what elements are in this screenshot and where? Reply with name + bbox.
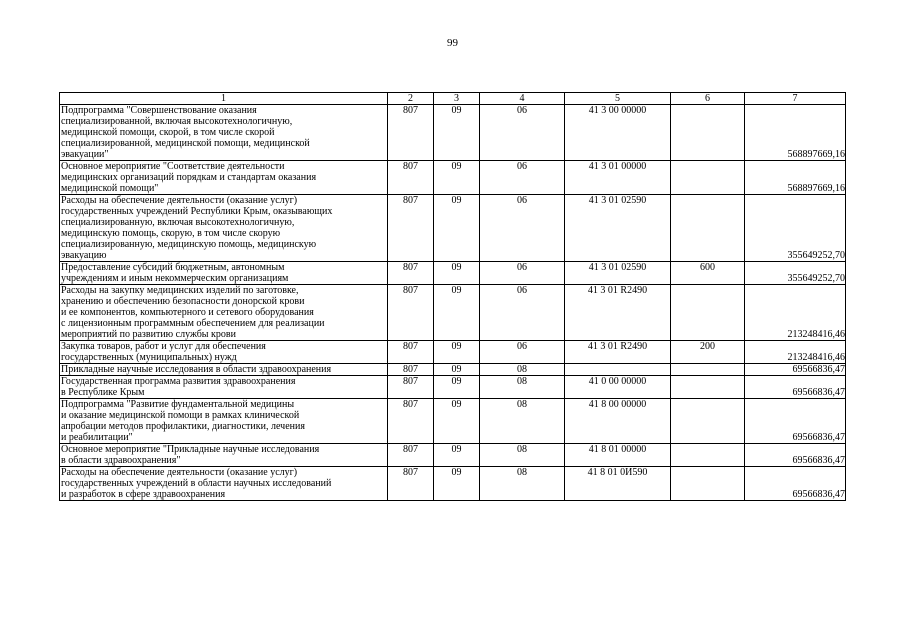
table-row [60,376,846,399]
header-cell-6: 6 [671,93,745,105]
table-row [60,262,846,285]
row-code-cell: 807 [388,399,434,444]
row-amount-cell: 213248416,46 [745,285,846,341]
row-code-cell: 807 [388,161,434,195]
row-expense-type-cell [671,376,745,399]
row-section-cell: 09 [434,262,480,285]
row-code-cell: 807 [388,195,434,262]
row-subsection-cell: 06 [480,105,565,161]
row-expense-type-cell: 200 [671,341,745,364]
row-expense-type-cell [671,364,745,376]
row-code-cell: 807 [388,285,434,341]
budget-table [59,92,846,501]
row-section-cell: 09 [434,376,480,399]
row-amount-cell: 213248416,46 [745,341,846,364]
row-subsection-cell: 06 [480,341,565,364]
row-code-cell: 807 [388,105,434,161]
row-amount-cell: 69566836,47 [745,364,846,376]
row-section-cell: 09 [434,105,480,161]
row-code-cell: 807 [388,364,434,376]
row-name-cell: Расходы на обеспечение деятельности (оказание услуг) государственных учреждений Республики Крым, оказывающих специализированную, включая высокотехнологичную, медицинскую помощь, скорую, в том числе скорую специализированную, медицинскую помощь, медицинскую эвакуацию [60,195,388,262]
row-target-cell: 41 3 01 R2490 [565,341,671,364]
header-cell-5: 5 [565,93,671,105]
row-target-cell: 41 0 00 00000 [565,376,671,399]
row-subsection-cell: 08 [480,444,565,467]
row-section-cell: 09 [434,467,480,501]
header-cell-4: 4 [480,93,565,105]
row-amount-cell: 355649252,70 [745,195,846,262]
row-subsection-cell: 06 [480,262,565,285]
row-expense-type-cell [671,105,745,161]
row-code-cell: 807 [388,444,434,467]
row-name-cell: Подпрограмма "Развитие фундаментальной медицины и оказание медицинской помощи в рамках клинической апробации методов профилактики, диагностики, лечения и реабилитации" [60,399,388,444]
row-target-cell: 41 3 01 02590 [565,262,671,285]
header-cell-1: 1 [60,93,388,105]
header-row [60,93,846,105]
row-expense-type-cell [671,285,745,341]
row-target-cell: 41 8 01 00000 [565,444,671,467]
row-name-cell: Расходы на закупку медицинских изделий по заготовке, хранению и обеспечению безопасности донорской крови и ее компонентов, компьютерного и сетевого оборудования с лицензионным программным обеспечением для реализации мероприятий по развитию службы крови [60,285,388,341]
row-name-cell: Прикладные научные исследования в области здравоохранения [60,364,388,376]
row-target-cell [565,364,671,376]
row-amount-cell: 568897669,16 [745,161,846,195]
row-subsection-cell: 08 [480,364,565,376]
header-cell-3: 3 [434,93,480,105]
row-amount-cell: 568897669,16 [745,105,846,161]
row-code-cell: 807 [388,376,434,399]
table-row [60,364,846,376]
row-subsection-cell: 08 [480,467,565,501]
row-amount-cell: 69566836,47 [745,467,846,501]
row-section-cell: 09 [434,285,480,341]
row-expense-type-cell: 600 [671,262,745,285]
page-number: 99 [447,37,458,49]
row-name-cell: Основное мероприятие "Соответствие деятельности медицинских организаций порядкам и стандартам оказания медицинской помощи" [60,161,388,195]
row-name-cell: Предоставление субсидий бюджетным, автономным учреждениям и иным некоммерческим организациям [60,262,388,285]
header-cell-7: 7 [745,93,846,105]
row-target-cell: 41 3 01 R2490 [565,285,671,341]
row-subsection-cell: 06 [480,285,565,341]
row-name-cell: Основное мероприятие "Прикладные научные исследования в области здравоохранения" [60,444,388,467]
row-section-cell: 09 [434,364,480,376]
row-name-cell: Государственная программа развития здравоохранения в Республике Крым [60,376,388,399]
row-section-cell: 09 [434,195,480,262]
row-amount-cell: 69566836,47 [745,399,846,444]
row-amount-cell: 355649252,70 [745,262,846,285]
row-expense-type-cell [671,399,745,444]
row-expense-type-cell [671,467,745,501]
row-code-cell: 807 [388,341,434,364]
table-row [60,285,846,341]
table-row [60,195,846,262]
row-code-cell: 807 [388,467,434,501]
row-target-cell: 41 3 00 00000 [565,105,671,161]
row-subsection-cell: 06 [480,195,565,262]
table-row [60,105,846,161]
table-row [60,161,846,195]
row-target-cell: 41 8 00 00000 [565,399,671,444]
row-amount-cell: 69566836,47 [745,444,846,467]
row-subsection-cell: 08 [480,399,565,444]
row-target-cell: 41 3 01 02590 [565,195,671,262]
row-section-cell: 09 [434,444,480,467]
row-target-cell: 41 8 01 0И590 [565,467,671,501]
row-section-cell: 09 [434,399,480,444]
table-row [60,341,846,364]
table-row [60,444,846,467]
row-section-cell: 09 [434,161,480,195]
row-subsection-cell: 08 [480,376,565,399]
row-amount-cell: 69566836,47 [745,376,846,399]
row-code-cell: 807 [388,262,434,285]
row-expense-type-cell [671,161,745,195]
row-expense-type-cell [671,444,745,467]
row-name-cell: Подпрограмма "Совершенствование оказания специализированной, включая высокотехнологичную, медицинской помощи, скорой, в том числе скорой специализированной, медицинской помощи, медицинской эвакуации" [60,105,388,161]
table-row [60,399,846,444]
row-subsection-cell: 06 [480,161,565,195]
row-expense-type-cell [671,195,745,262]
row-name-cell: Закупка товаров, работ и услуг для обеспечения государственных (муниципальных) нужд [60,341,388,364]
row-name-cell: Расходы на обеспечение деятельности (оказание услуг) государственных учреждений в области научных исследований и разработок в сфере здравоохранения [60,467,388,501]
row-section-cell: 09 [434,341,480,364]
header-cell-2: 2 [388,93,434,105]
row-target-cell: 41 3 01 00000 [565,161,671,195]
table-row [60,467,846,501]
